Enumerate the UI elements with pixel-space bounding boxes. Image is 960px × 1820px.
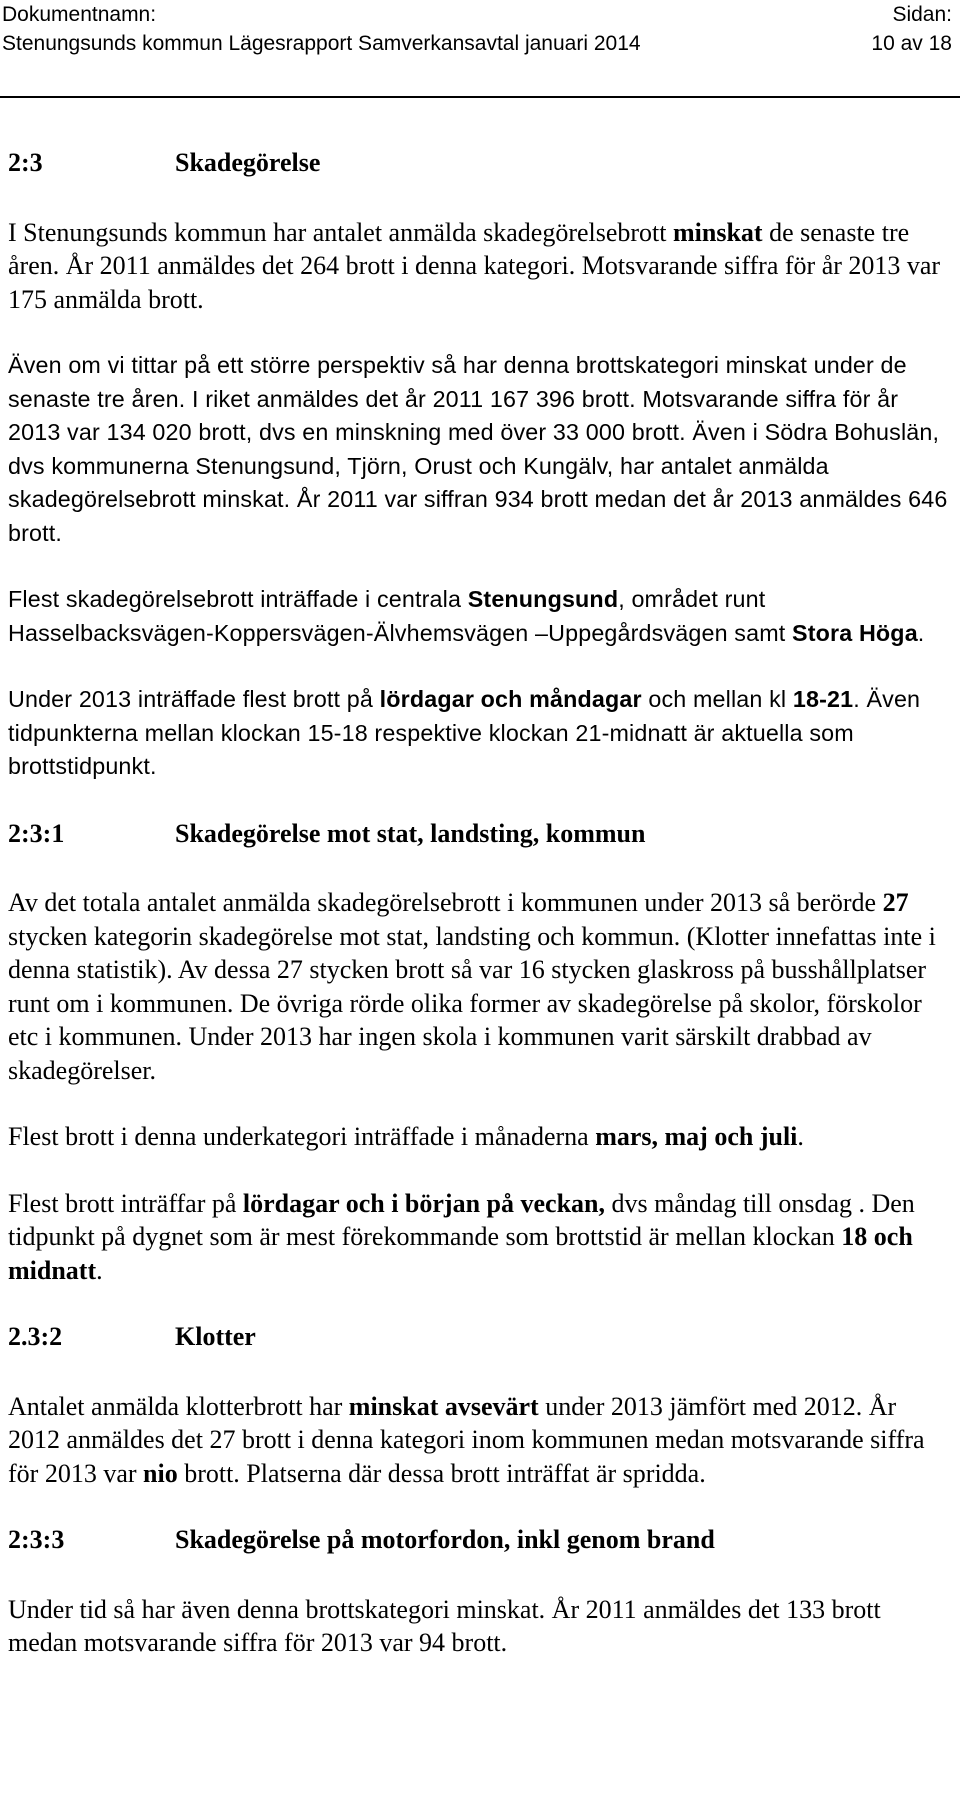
paragraph: Flest skadegörelsebrott inträffade i centrala Stenungsund, området runt Hasselbacksvägen-Koppersvägen-Älvhemsvägen –Uppegårdsvägen samt Stora Höga. <box>8 586 925 646</box>
page-number: 10 av 18 <box>871 32 952 55</box>
section-heading <box>8 1320 953 1354</box>
paragraph: Även om vi tittar på ett större perspektiv så har denna brottskategori minskat under de senaste tre åren. I riket anmäldes det år 2011 167 396 brott. Motsvarande siffra för år 2013 var 134 020 brott, dvs en minskning med över 33 000 brott. Även i Södra Bohuslän, dvs kommunerna Stenungsund, Tjörn, Orust och Kungälv, har antalet anmälda skadegörelsebrott minskat. År 2011 var siffran 934 brott medan det år 2013 anmäldes 646 brott. <box>8 352 948 546</box>
paragraph: Antalet anmälda klotterbrott har minskat avsevärt under 2013 jämfört med 2012. År 2012 anmäldes det 27 brott i denna kategori inom kommunen medan motsvarande siffra för 2013 var nio brott. Platserna där dessa brott inträffat är spridda. <box>8 1391 925 1488</box>
paragraph: Under 2013 inträffade flest brott på lördagar och måndagar och mellan kl 18-21. Även tidpunkterna mellan klockan 15-18 respektive klockan 21-midnatt är aktuella som brottstidpunkt. <box>8 686 921 779</box>
section-title: Skadegörelse på motorfordon, inkl genom brand <box>175 1525 715 1554</box>
paragraph: Under tid så har även denna brottskategori minskat. År 2011 anmäldes det 133 brott medan motsvarande siffra för 2013 var 94 brott. <box>8 1594 881 1657</box>
header-divider <box>0 96 960 98</box>
paragraph: Flest brott inträffar på lördagar och i början på veckan, dvs måndag till onsdag . Den tidpunkt på dygnet som är mest förekommande som brottstid är mellan klockan 18 och midnatt. <box>8 1188 915 1285</box>
document-header <box>0 0 960 98</box>
paragraph: Av det totala antalet anmälda skadegörelsebrott i kommunen under 2013 så berörde 27 stycken kategorin skadegörelse mot stat, landsting och kommun. (Klotter innefattas inte i denna statistik). Av dessa 27 stycken brott så var 16 stycken glaskross på busshållplatser runt om i kommunen. De övriga rörde olika former av skadegörelse på skolor, förskolor etc i kommunen. Under 2013 har ingen skola i kommunen varit särskilt drabbad av skadegörelser. <box>8 888 936 1085</box>
section-number: 2:3:3 <box>8 1525 65 1554</box>
document-body <box>8 146 953 1660</box>
section-title: Skadegörelse <box>175 148 321 177</box>
section-heading <box>8 1523 953 1557</box>
section-number: 2:3 <box>8 148 43 177</box>
page-label: Sidan: <box>892 3 952 26</box>
section-title: Klotter <box>175 1322 256 1351</box>
paragraph: I Stenungsunds kommun har antalet anmälda skadegörelsebrott minskat de senaste tre åren. År 2011 anmäldes det 264 brott i denna kategori. Motsvarande siffra för år 2013 var 175 anmälda brott. <box>8 217 941 314</box>
doc-title: Stenungsunds kommun Lägesrapport Samverkansavtal januari 2014 <box>2 32 641 55</box>
doc-name-label: Dokumentnamn: <box>2 3 157 26</box>
section-number: 2.3:2 <box>8 1322 63 1351</box>
section-heading <box>8 146 953 180</box>
section-heading <box>8 817 953 851</box>
paragraph: Flest brott i denna underkategori inträffade i månaderna mars, maj och juli. <box>8 1122 804 1151</box>
section-title: Skadegörelse mot stat, landsting, kommun <box>175 818 646 848</box>
section-number: 2:3:1 <box>8 818 65 848</box>
